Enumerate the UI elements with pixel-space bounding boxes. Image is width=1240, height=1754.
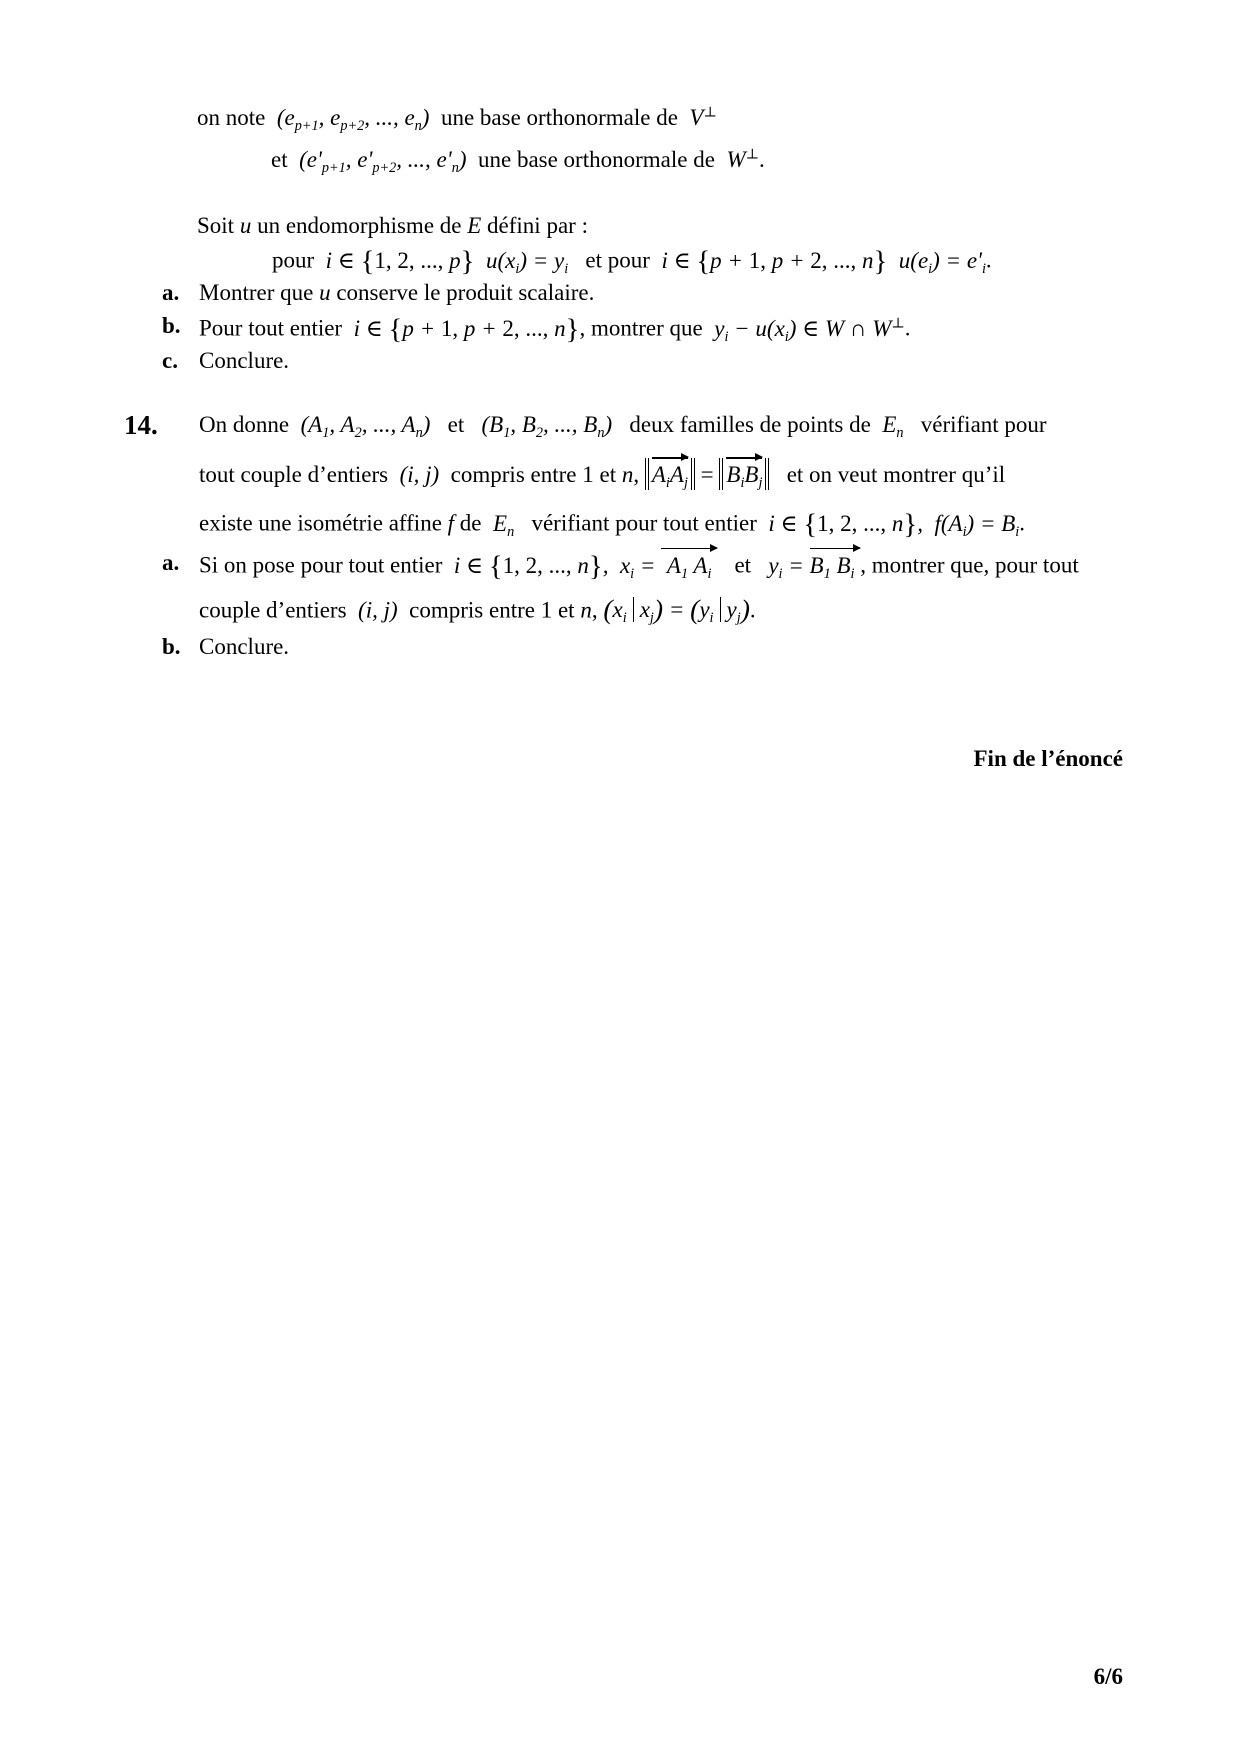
text: Si on pose pour tout entier xyxy=(199,552,443,578)
question-13a xyxy=(199,278,594,308)
text: , montrer que xyxy=(579,315,703,341)
text: et on veut montrer qu’il xyxy=(786,462,1006,487)
question-13b: Pour tout entier i ∈ {p + 1, p + 2, ..., n}, montrer que $y_i - u(x_i)$ ∈ W ∩ W⊥. xyxy=(199,313,911,345)
text: Montrer que xyxy=(199,280,314,305)
basis-w-perp-line: et ($e'_{p+1}$, $e'_{p+2}$, ..., $e'_n$) une base orthonormale de W⊥. xyxy=(271,146,765,176)
text: tout couple d’entiers xyxy=(199,462,389,487)
math: E xyxy=(467,213,482,238)
math: f xyxy=(447,510,455,536)
text: existe une isométrie affine xyxy=(199,510,442,536)
endomorphism-formula-line: pour i ∈ {1, 2, ..., p} $u(x_i) = y_i$ et pour i ∈ {p + 1, p + 2, ..., n} $u(e_i) = e'_i$. xyxy=(272,245,992,277)
math: i ∈ {1, 2, ..., p} $u(x_i) = y_i$ xyxy=(319,245,569,277)
text: pour xyxy=(272,247,315,273)
math: ($e'_{p+1}$, $e'_{p+2}$, ..., $e'_n$) xyxy=(293,147,473,176)
question-13c xyxy=(199,346,289,376)
text: compris entre 1 et xyxy=(450,462,617,487)
scalar-product-equality: ($x_i$ $x_j) = (y_i$ $y_j$) xyxy=(603,594,750,627)
norm-a: $A_iA_j$ xyxy=(645,458,695,490)
question-14-line-3: existe une isométrie affine f de $E_n$ vérifiant pour tout entier i ∈ {1, 2, ..., n}, $f(A_i) = B_i$. xyxy=(199,508,1025,540)
question-14a-line-2: couple d’entiers (i, j) compris entre 1 et n, ($x_i$ $x_j) = (y_i$ $y_j$). xyxy=(199,594,756,627)
text: Pour tout entier xyxy=(199,315,343,341)
question-14a-line-1 xyxy=(199,548,1079,585)
text: Soit xyxy=(197,213,235,238)
text: couple d’entiers xyxy=(199,597,347,623)
item-label-a: a. xyxy=(162,280,180,305)
math: n xyxy=(621,462,634,487)
text: Conclure. xyxy=(199,348,290,373)
math: i ∈ {p + 1, p + 2, ..., n} xyxy=(347,313,580,345)
text: conserve le produit scalaire. xyxy=(336,280,595,305)
endomorphism-definition-line xyxy=(197,211,588,241)
text: deux familles de points de xyxy=(629,412,871,437)
item-label-14b: b. xyxy=(162,634,181,659)
math: $y_i - u(x_i)$ ∈ W ∩ W⊥ xyxy=(708,315,905,345)
text: et pour xyxy=(585,247,650,273)
math: i ∈ {1, 2, ..., n}, $f(A_i) = B_i$ xyxy=(762,508,1020,540)
math: ($B_1$, $B_2$, ..., $B_n$) xyxy=(469,412,624,441)
text: On donne xyxy=(199,412,290,437)
basis-v-perp-line xyxy=(197,103,717,133)
math: W⊥ xyxy=(720,146,760,172)
math: u xyxy=(239,213,252,238)
math: i ∈ {1, 2, ..., n}, $x_i = A_1$ $A_i$ xyxy=(448,553,729,578)
question-number-14: 14. xyxy=(124,410,158,440)
item-label-c: c. xyxy=(162,348,178,373)
page-number: 6/6 xyxy=(1093,1664,1123,1689)
text: compris entre 1 et xyxy=(409,597,575,623)
question-14b xyxy=(199,632,289,662)
text: Conclure. xyxy=(199,634,290,659)
math: ($e_{p+1}$, $e_{p+2}$, ..., $e_n$) xyxy=(271,105,436,134)
text: on note xyxy=(197,105,266,130)
item-label-14a: a. xyxy=(162,550,180,575)
math: n xyxy=(580,597,592,623)
math: $E_n$ xyxy=(487,510,515,540)
text: vérifiant pour xyxy=(920,412,1047,437)
math: (i, j) xyxy=(393,462,445,487)
text: , montrer que, pour tout xyxy=(860,552,1079,578)
text: de xyxy=(459,510,482,536)
text: et xyxy=(734,552,752,578)
end-of-statement: Fin de l’énoncé xyxy=(973,746,1123,771)
math: $y_i = B_1$ $B_i$ xyxy=(757,553,860,578)
text: et xyxy=(447,412,465,437)
text: un endomorphisme de xyxy=(257,213,462,238)
math: i ∈ {p + 1, p + 2, ..., n} $u(e_i) = e'_i$ xyxy=(655,245,986,277)
text: une base orthonormale de xyxy=(477,147,715,172)
math: u xyxy=(319,280,331,305)
text: une base orthonormale de xyxy=(440,105,678,130)
math: $E_n$ xyxy=(876,412,904,441)
math: V⊥ xyxy=(683,104,717,130)
text: et xyxy=(271,147,288,172)
question-14-line-1 xyxy=(199,410,1047,440)
math: ($A_1$, $A_2$, ..., $A_n$) xyxy=(294,412,442,441)
math: (i, j) xyxy=(352,597,404,623)
text: vérifiant pour tout entier xyxy=(531,510,757,536)
question-14-line-2: tout couple d’entiers (i, j) compris entre 1 et n, $A_iA_j = B_iB_j$ et on veut montrer qu’il xyxy=(199,458,1005,490)
norm-b: $B_iB_j$ xyxy=(719,458,769,490)
text: défini par : xyxy=(487,213,588,238)
item-label-b: b. xyxy=(162,313,181,338)
